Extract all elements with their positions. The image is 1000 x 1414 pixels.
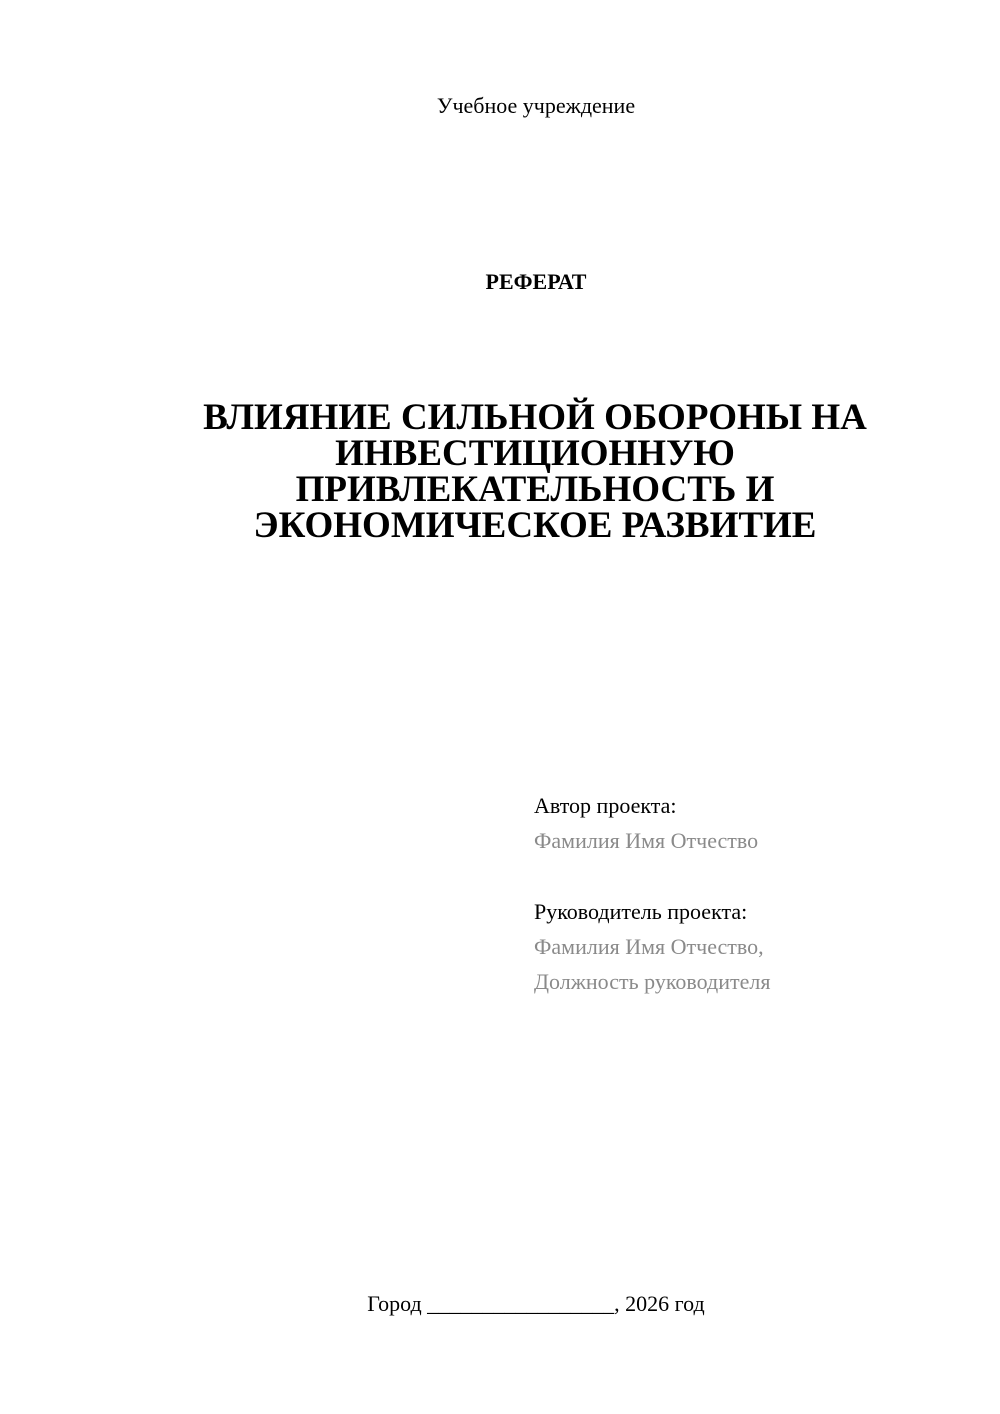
document-type: РЕФЕРАТ — [485, 269, 587, 294]
supervisor-name: Фамилия Имя Отчество, — [534, 934, 764, 959]
credits-spacer — [534, 858, 974, 894]
title-line: ИНВЕСТИЦИОННУЮ — [335, 433, 735, 474]
document-title — [170, 397, 900, 546]
title-line: ВЛИЯНИЕ СИЛЬНОЙ ОБОРОНЫ НА — [203, 397, 867, 438]
city-year-line: Город _________________, 2026 год — [367, 1291, 705, 1316]
author-label: Автор проекта: — [534, 793, 677, 818]
supervisor-position: Должность руководителя — [534, 969, 771, 994]
credits-block — [534, 788, 974, 999]
supervisor-label: Руководитель проекта: — [534, 899, 748, 924]
author-name: Фамилия Имя Отчество — [534, 828, 759, 853]
title-line: ПРИВЛЕКАТЕЛЬНОСТЬ И — [295, 469, 775, 510]
title-line: ЭКОНОМИЧЕСКОЕ РАЗВИТИЕ — [253, 505, 817, 546]
institution-name: Учебное учреждение — [436, 93, 636, 118]
